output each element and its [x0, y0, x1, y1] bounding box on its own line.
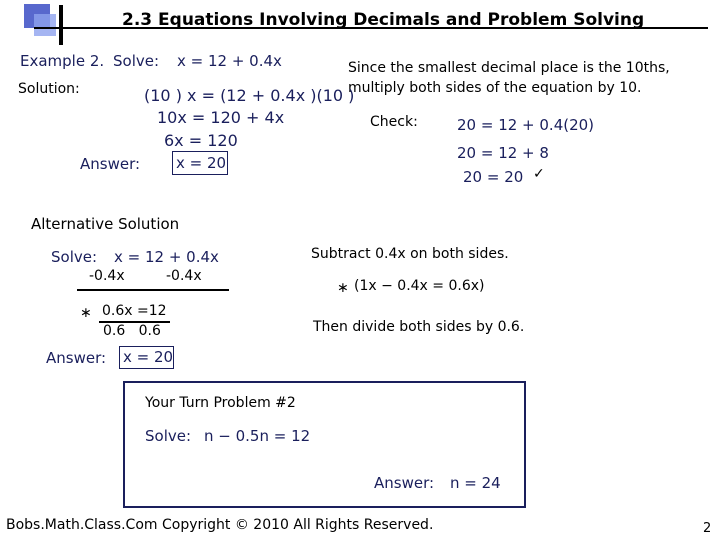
answer-label: Answer:	[80, 155, 141, 173]
footer-copyright: Bobs.Math.Class.Com Copyright © 2010 All Rights Reserved.	[6, 517, 434, 533]
solution-step3: 6x = 120	[164, 131, 238, 150]
alt-subtract-left: -0.4x	[89, 268, 125, 284]
alt-equation: x = 12 + 0.4x	[114, 248, 219, 266]
example-label: Example 2.	[20, 52, 105, 70]
page-title: 2.3 Equations Involving Decimals and Problem Solving	[122, 10, 645, 30]
example-note-line2: multiply both sides of the equation by 10.	[348, 80, 642, 96]
alt-subtract-right: -0.4x	[166, 268, 202, 284]
check-line1: 20 = 12 + 0.4(20)	[457, 116, 595, 134]
answer-value: x = 20	[176, 154, 227, 172]
example-solve-label: Solve:	[113, 52, 160, 70]
logo-vertical-line	[59, 5, 63, 45]
alt-solve-label: Solve:	[51, 248, 98, 266]
alt-step-top: 0.6x =12	[102, 303, 167, 319]
alt-answer-value: x = 20	[123, 348, 174, 366]
your-turn-answer-label: Answer:	[374, 474, 435, 492]
your-turn-answer-value: n = 24	[450, 474, 501, 492]
alt-note-subtract: Subtract 0.4x on both sides.	[311, 246, 509, 262]
your-turn-equation: n − 0.5n = 12	[204, 427, 311, 445]
check-mark-icon: ✓	[533, 166, 545, 182]
solution-step2: 10x = 120 + 4x	[157, 108, 285, 127]
alt-note-divide: Then divide both sides by 0.6.	[313, 319, 525, 335]
example-equation: x = 12 + 0.4x	[177, 52, 282, 70]
example-note-line1: Since the smallest decimal place is the 10ths,	[348, 60, 670, 76]
alt-subtract-underline	[77, 289, 229, 291]
check-label: Check:	[370, 114, 418, 130]
solution-label: Solution:	[18, 81, 80, 97]
alt-note-combine: (1x − 0.4x = 0.6x)	[354, 278, 485, 294]
alt-step-bullet: ∗	[80, 305, 92, 321]
alt-step-bottom: 0.6 0.6	[103, 323, 161, 339]
your-turn-solve-label: Solve:	[145, 427, 192, 445]
logo-square-light	[34, 14, 56, 36]
page-number: 2	[703, 521, 712, 536]
check-line3: 20 = 20	[463, 168, 524, 186]
alternative-heading: Alternative Solution	[31, 215, 180, 233]
check-line2: 20 = 12 + 8	[457, 144, 549, 162]
solution-step1: (10 ) x = (12 + 0.4x )(10 )	[144, 86, 355, 105]
alt-note-bullet: ∗	[337, 280, 349, 296]
your-turn-title: Your Turn Problem #2	[145, 395, 296, 411]
alt-answer-label: Answer:	[46, 349, 107, 367]
